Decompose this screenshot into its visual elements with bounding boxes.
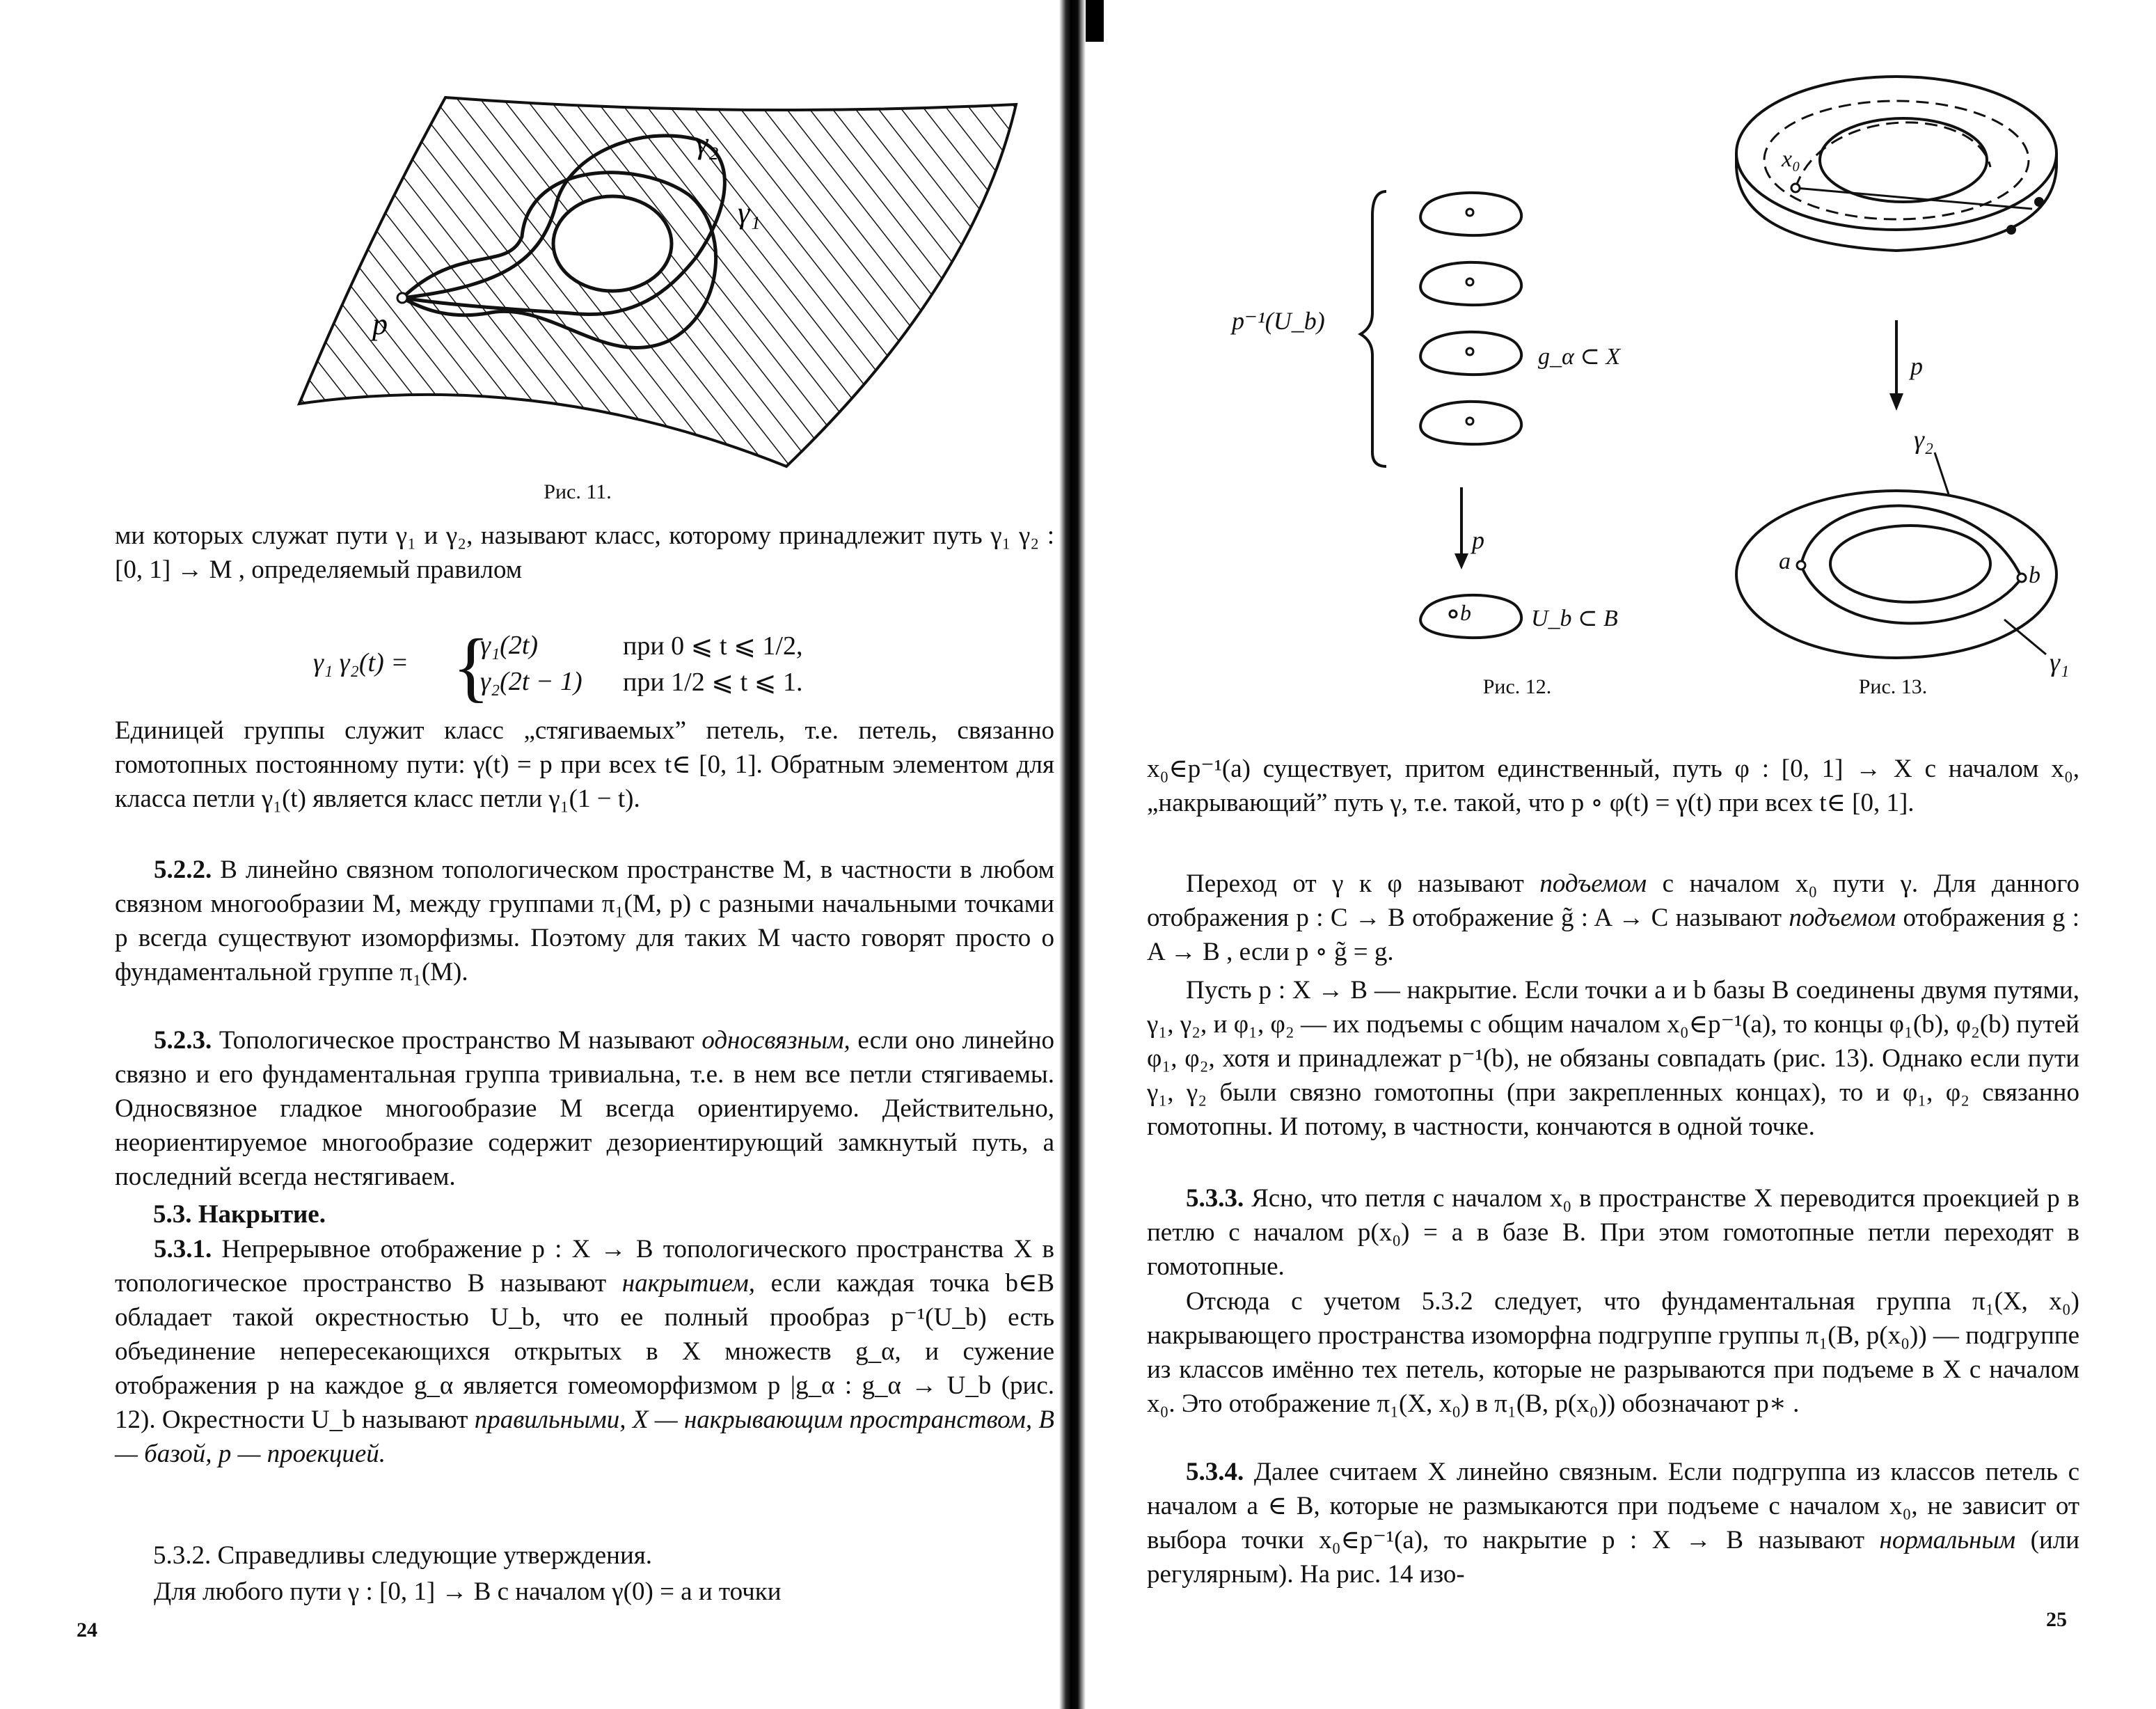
section-5-3-4: 5.3.4. Далее считаем X линейно связным. Если подгруппа из классов петель с началом a ∈ B, которые не размыкаются при подъеме с началом x₀, не зависит от выбора точки x₀∈p⁻¹(a), то накрытие p : X → B называют нормальным (или регулярным). На рис. 14 изо- [1147, 1458, 2080, 1589]
torus-inner [1820, 118, 1987, 202]
sheet-3 [1420, 332, 1521, 375]
point-b [2018, 574, 2026, 582]
annulus-inner [1830, 526, 1990, 602]
left-para-intro: ми которых служат пути γ₁ и γ₂, называют класс, которому принадлежит путь γ₁ γ₂ : [0, 1] → M , определяемый правилом [115, 521, 1054, 584]
arrow-head-13 [1889, 393, 1903, 411]
section-5-3-1: 5.3.1. Непрерывное отображение p : X → B топологического пространства X в топологическое пространство B называют накрытием, если каждая точка b∈B обладает такой окрестностью U_b, что ее полный прообраз p⁻¹(U_b) есть объединение непересекающихся открытых в X множеств g_α, и сужение отображения p на каждое g_α является гомеоморфизмом p |g_α : g_α → U_b (рис. 12). Окрестности U_b называют правильными, X — накрывающим пространством, B — базой, p — проекцией. [115, 1235, 1055, 1468]
left-page [0, 0, 1058, 1709]
right-para-3: Пусть p : X → B — накрытие. Если точки a и b базы B соединены двумя путями, γ₁, γ₂, и φ₁, φ₂ — их подъемы с общим началом x₀∈p⁻¹(a), то концы φ₁(b), φ₂(b) путей φ₁, φ₂, хотя и принадлежат p⁻¹(b), не обязаны совпадать (рис. 13). Однако если пути γ₁, γ₂ были связно гомотопны (при закрепленных концах), то и φ₁, φ₂ связанно гомотопны. И потому, в частности, кончаются в одной точке. [1147, 976, 2079, 1141]
label-gamma2-13: γ₂ [1914, 425, 1934, 455]
label-a: a [1779, 549, 1791, 574]
label-arrow-p-12: p [1472, 526, 1484, 554]
figure-12 [1225, 174, 1615, 661]
right-para-2: Переход от γ к φ называют подъемом с началом x₀ пути γ. Для данного отображения p : C → B отображение g̃ : A → C называют подъемом отображения g : A → B , если p ∘ g̃ = g. [1147, 869, 2080, 966]
label-b: b [2029, 562, 2040, 588]
point-a [1797, 561, 1805, 569]
section-5-3-3: 5.3.3. Ясно, что петля с началом x₀ в пространстве X переводится проекцией p в петлю с началом p(x₀) = a в базе B. При этом гомотопные петли переходят в гомотопные. [1147, 1184, 2079, 1281]
left-para-last: Для любого пути γ : [0, 1] → B с началом γ(0) = a и точки [154, 1577, 782, 1606]
right-para-1: x₀∈p⁻¹(a) существует, притом единственный, путь φ : [0, 1] → X с началом x₀, „накрывающий” путь γ, т.е. такой, что p ∘ φ(t) = γ(t) при всех t∈ [0, 1]. [1147, 755, 2079, 817]
point-p [397, 293, 407, 303]
label-preimage: p⁻¹(U_b) [1232, 307, 1325, 335]
section-5-2-3: 5.2.3. Топологическое пространство M называют односвязным, если оно линейно связно и его фундаментальная группа тривиальна, т.е. в нем все петли стягиваемы. Односвязное гладкое многообразие M всегда ориентируемо. Действительно, неориентируемое многообразие содержит дезориентирующий замкнутый путь, а последний всегда нестягиваем. [115, 1026, 1055, 1191]
left-para-unit: Единицей группы служит класс „стягиваемых” петель, т.е. петель, связанно гомотопных постоянному пути: γ(t) = p при всех t∈ [0, 1]. Обратным элементом для класса петли γ₁(t) является класс петли γ₁(1 − t). [115, 716, 1054, 813]
arrow-head-12 [1454, 553, 1468, 569]
page-number-left: 24 [77, 1619, 97, 1641]
figure-13 [1642, 63, 2130, 689]
label-base: U_b ⊂ B [1531, 606, 1618, 631]
sheet-4 [1420, 402, 1521, 444]
label-p: p [372, 307, 388, 341]
label-b-point: b [1460, 600, 1471, 625]
right-page [1086, 0, 2156, 1709]
formula-product: γ₁ γ₂(t) = { γ₁(2t) при 0 ⩽ t ⩽ 1/2, γ₂(2t − 1) при 1/2 ⩽ t ⩽ 1. [313, 624, 803, 710]
label-gamma1-13: γ₁ [2050, 648, 2070, 677]
label-x0: x₀ [1782, 146, 1800, 172]
figure-13-caption: Рис. 13. [1858, 675, 1928, 698]
label-arrow-p-13: p [1910, 352, 1923, 380]
figure-12-caption: Рис. 12. [1482, 675, 1552, 698]
sheet-2 [1420, 262, 1521, 305]
point-x0 [1791, 184, 1800, 192]
label-gamma1: γ₁ [738, 196, 761, 230]
sheet-1 [1420, 193, 1521, 235]
hole [553, 196, 672, 291]
book-spine [1059, 0, 1086, 1709]
heading-5-3-2: 5.3.2. Справедливы следующие утверждения. [153, 1541, 653, 1570]
figure-11 [278, 77, 1044, 480]
brace [1361, 191, 1386, 466]
surface-hatched [299, 97, 1016, 466]
figure-11-caption: Рис. 11. [544, 480, 612, 503]
page-number-right: 25 [2046, 1608, 2067, 1631]
section-5-2-2: 5.2.2. В линейно связном топологическом пространстве M, в частности в любом связном многообразии M, между группами π₁(M, p) с разными начальными точками p всегда существуют изоморфизмы. Поэтому для таких M часто говорят просто о фундаментальной группе π₁(M). [115, 856, 1054, 986]
label-gamma2: γ₂ [696, 126, 719, 160]
right-para-5: Отсюда с учетом 5.3.2 следует, что фундаментальная группа π₁(X, x₀) накрывающего пространства изоморфна подгруппе группы π₁(B, p(x₀)) — подгруппе из классов имённо тех петель, которые не разрываются при подъеме в X с началом x₀. Это отображение π₁(X, x₀) в π₁(B, p(x₀)) обозначают p∗ . [1147, 1287, 2079, 1418]
path-gamma2 [1801, 505, 2022, 578]
heading-5-3: 5.3. Накрытие. [153, 1200, 326, 1229]
label-g-alpha: g_α ⊂ X [1538, 344, 1621, 370]
